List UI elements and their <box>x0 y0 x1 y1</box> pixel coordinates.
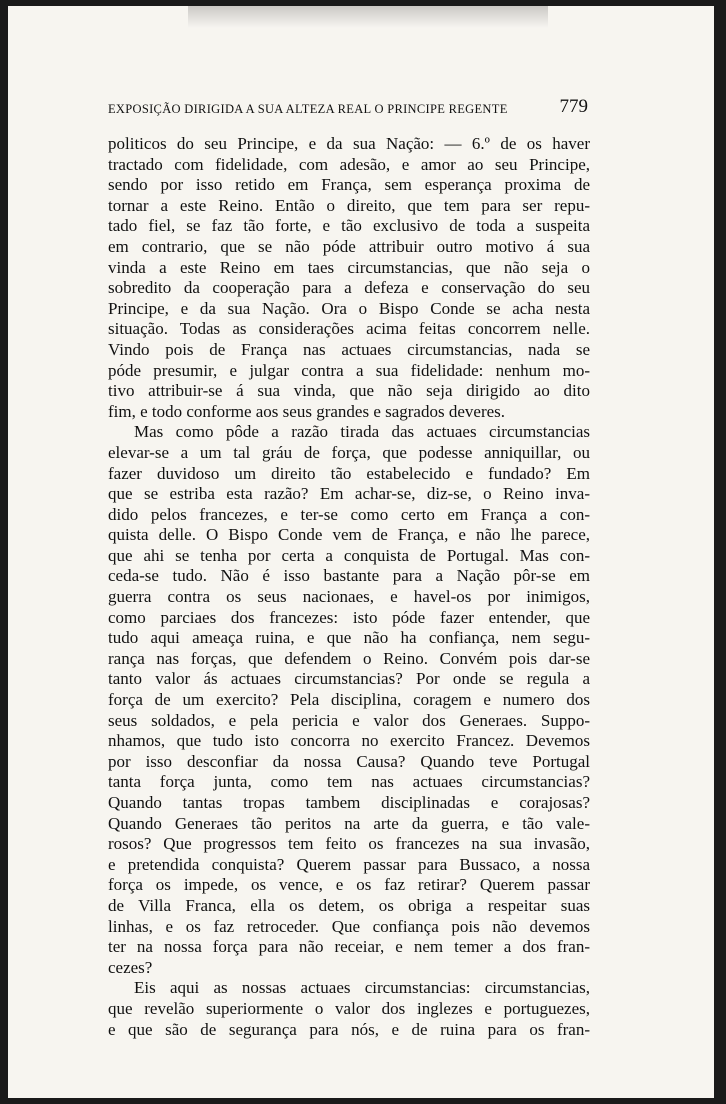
text-line: fim, e todo conforme aos seus grandes e sagrados deveres. <box>108 401 506 421</box>
body-text <box>108 134 590 1040</box>
book-page <box>8 6 714 1098</box>
text-line: linhas, e os faz retroceder. Que confiança pois não devemos <box>108 916 590 936</box>
text-line: póde presumir, e julgar contra a sua fidelidade: nenhum mo- <box>108 360 590 380</box>
text-line: rança nas forças, que defendem o Reino. Convém pois dar-se <box>108 648 590 668</box>
text-line: força de um exercito? Pela disciplina, coragem e numero dos <box>108 690 590 710</box>
text-line: Quando tantas tropas tambem disciplinadas e corajosas? <box>108 793 590 812</box>
text-line: elevar-se a um tal gráu de força, que podesse anniquillar, ou <box>108 442 590 462</box>
running-head: EXPOSIÇÃO DIRIGIDA A SUA ALTEZA REAL O PRINCIPE REGENTE <box>108 102 508 116</box>
text-line: sendo por isso retido em França, sem esperança proxima de <box>108 175 590 195</box>
text-line: de Villa Franca, ella os detem, os obriga a respeitar suas <box>108 895 590 915</box>
text-line: tudo aqui ameaça ruina, e que não ha confiança, nem segu- <box>108 628 590 648</box>
text-line: ter na nossa força para não receiar, e nem temer a dos fran- <box>108 937 590 957</box>
text-line: Eis aqui as nossas actuaes circumstancias: circumstancias, <box>134 978 590 998</box>
text-line: situação. Todas as considerações acima feitas concorrem nelle. <box>108 319 590 339</box>
text-line: tornar a este Reino. Então o direito, que tem para ser repu- <box>108 195 590 215</box>
text-line: Quando Generaes tão peritos na arte da guerra, e tão vale- <box>108 813 590 833</box>
text-line: tanta força junta, como tem nas actuaes circumstancias? <box>108 772 590 792</box>
text-line: que se estriba esta razão? Em achar-se, diz-se, o Reino inva- <box>108 484 590 504</box>
text-line: e pretendida conquista? Querem passar para Bussaco, a nossa <box>108 854 590 874</box>
text-line: Mas como pôde a razão tirada das actuaes circumstancias <box>134 422 590 442</box>
text-line: tanto valor ás actuaes circumstancias? Por onde se regula a <box>108 669 590 689</box>
text-line: vinda a este Reino em taes circumstancias, que não seja o <box>108 257 590 277</box>
text-line: Vindo pois de França nas actuaes circumstancias, nada se <box>108 339 590 359</box>
text-line: e que são de segurança para nós, e de ruina para os fran- <box>108 1019 590 1039</box>
text-line: nhamos, que tudo isto concorra no exercito Francez. Devemos <box>108 731 590 751</box>
text-line: Principe, e da sua Nação. Ora o Bispo Conde se acha nesta <box>108 298 590 318</box>
text-line: tivo attribuir-se á sua vinda, que não seja dirigido ao dito <box>108 381 590 401</box>
text-line: ceda-se tudo. Não é isso bastante para a Nação pôr-se em <box>108 566 590 586</box>
text-line: guerra contra os seus nacionaes, e havel-os por inimigos, <box>108 587 590 607</box>
text-line: que revelão superiormente o valor dos inglezes e portuguezes, <box>108 998 590 1018</box>
text-line: tractado com fidelidade, com adesão, e amor ao seu Principe, <box>108 154 590 174</box>
text-line: seus soldados, e pela pericia e valor dos Generaes. Suppo- <box>108 710 590 730</box>
text-line: como parciaes dos francezes: isto póde fazer entender, que <box>108 607 590 627</box>
text-line: força os impede, os vence, e os faz retirar? Querem passar <box>108 875 590 895</box>
page-number: 779 <box>559 96 588 117</box>
text-line: politicos do seu Principe, e da sua Nação: — 6.º de os haver <box>108 134 590 153</box>
text-line: em contrario, que se não póde attribuir outro motivo á sua <box>108 236 590 256</box>
text-line: quista delle. O Bispo Conde vem de França, e não lhe parece, <box>108 525 590 545</box>
text-line: que ahi se tenha por certa a conquista de Portugal. Mas con- <box>108 545 590 565</box>
text-line: fazer duvidoso um direito tão estabelecido e fundado? Em <box>108 463 590 483</box>
text-line: rosos? Que progressos tem feito os francezes na sua invasão, <box>108 834 590 854</box>
text-line: tado fiel, se faz tão forte, e tão exclusivo de toda a suspeita <box>108 216 590 236</box>
text-line: por isso desconfiar da nossa Causa? Quando teve Portugal <box>108 751 590 771</box>
text-line: dido pelos francezes, e ter-se como certo em França a con- <box>108 504 590 524</box>
page-header <box>108 96 588 126</box>
text-line: cezes? <box>108 957 153 977</box>
text-line: sobredito da cooperação para a defeza e conservação do seu <box>108 278 590 298</box>
